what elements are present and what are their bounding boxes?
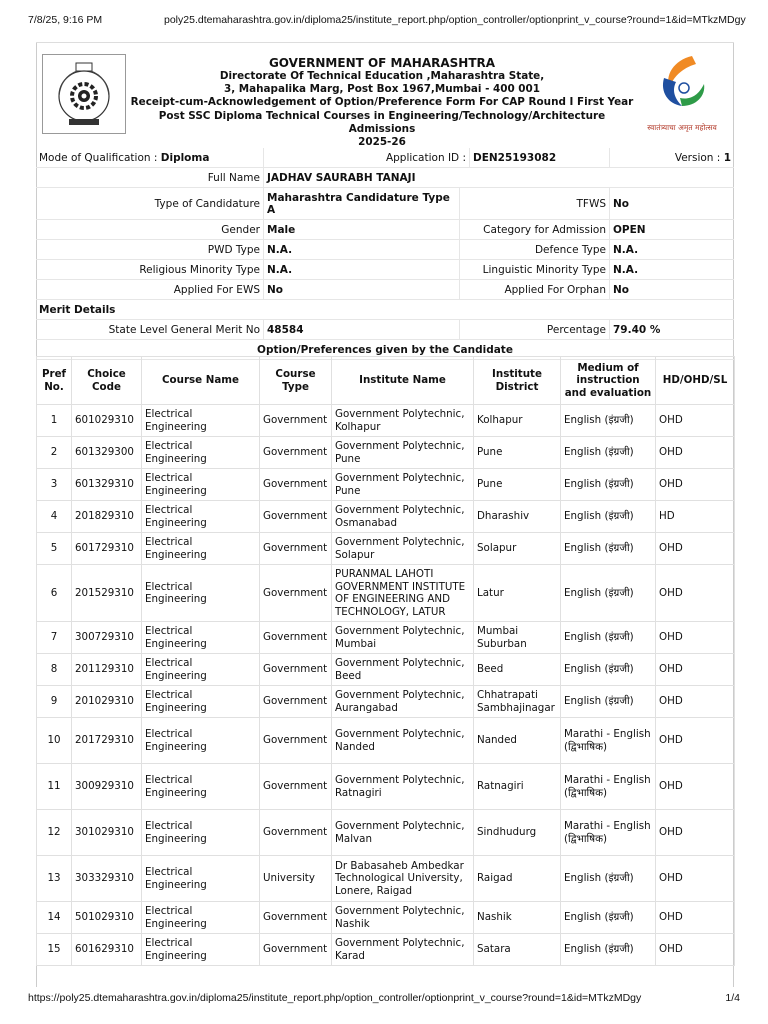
fullname-label: Full Name xyxy=(36,168,264,187)
institute-district: Nashik xyxy=(474,902,561,934)
choice-code: 201829310 xyxy=(72,501,142,533)
hd-ohd-sl: OHD xyxy=(656,718,735,764)
address-line: 3, Mahapalika Marg, Post Box 1967,Mumbai - 400 001 xyxy=(223,83,541,96)
footer-url: https://poly25.dtemaharashtra.gov.in/diploma25/institute_report.php/option_controller/optionprint_v_course?round=1&id=MTkzMDgy xyxy=(28,992,642,1004)
choice-code: 303329310 xyxy=(72,856,142,902)
candidature-label: Type of Candidature xyxy=(36,188,264,219)
info-row-mode xyxy=(36,148,734,168)
category-value: OPEN xyxy=(613,223,646,236)
course-name: Electrical Engineering xyxy=(142,856,260,902)
institute-name: Government Polytechnic, Karad xyxy=(332,934,474,966)
hd-ohd-sl: OHD xyxy=(656,469,735,501)
medium: English (इंग्रजी) xyxy=(561,686,656,718)
choice-code: 601029310 xyxy=(72,405,142,437)
info-row-gender xyxy=(36,220,734,240)
institute-district: Ratnagiri xyxy=(474,764,561,810)
pref-no: 2 xyxy=(37,437,72,469)
orphan-label: Applied For Orphan xyxy=(460,280,610,299)
institute-district: Chhatrapati Sambhajinagar xyxy=(474,686,561,718)
course-type: Government xyxy=(260,405,332,437)
linguistic-label: Linguistic Minority Type xyxy=(460,260,610,279)
percentage-value: 79.40 % xyxy=(613,323,661,336)
course-type: Government xyxy=(260,654,332,686)
hd-ohd-sl: OHD xyxy=(656,437,735,469)
print-footer xyxy=(28,992,740,1008)
institute-name: Government Polytechnic, Solapur xyxy=(332,533,474,565)
table-row xyxy=(37,654,735,686)
options-caption: Option/Preferences given by the Candidate xyxy=(36,340,734,360)
course-type: University xyxy=(260,856,332,902)
institute-district: Kolhapur xyxy=(474,405,561,437)
institute-name: Government Polytechnic, Nashik xyxy=(332,902,474,934)
receipt-title: Receipt-cum-Acknowledgement of Option/Preference Form For CAP Round I First Year xyxy=(130,96,634,109)
institute-district: Beed xyxy=(474,654,561,686)
course-name: Electrical Engineering xyxy=(142,565,260,622)
tfws-label: TFWS xyxy=(460,188,610,219)
candidate-info xyxy=(36,148,734,360)
amrit-mahotsav-logo xyxy=(634,48,730,144)
institute-name: Dr Babasaheb Ambedkar Technological University, Lonere, Raigad xyxy=(332,856,474,902)
table-row xyxy=(37,565,735,622)
header-course-type: Course Type xyxy=(260,357,332,405)
medium: English (इंग्रजी) xyxy=(561,654,656,686)
course-type: Government xyxy=(260,622,332,654)
institute-district: Pune xyxy=(474,469,561,501)
medium: Marathi - English (द्विभाषिक) xyxy=(561,764,656,810)
fullname-value: JADHAV SAURABH TANAJI xyxy=(267,171,416,184)
pref-no: 3 xyxy=(37,469,72,501)
course-name: Electrical Engineering xyxy=(142,533,260,565)
course-type: Government xyxy=(260,934,332,966)
course-type: Government xyxy=(260,718,332,764)
institute-district: Satara xyxy=(474,934,561,966)
medium: English (इंग्रजी) xyxy=(561,934,656,966)
institute-name: Government Polytechnic, Osmanabad xyxy=(332,501,474,533)
header-institute-district: Institute District xyxy=(474,357,561,405)
medium: English (इंग्रजी) xyxy=(561,856,656,902)
course-type: Government xyxy=(260,810,332,856)
medium: English (इंग्रजी) xyxy=(561,501,656,533)
choice-code: 300729310 xyxy=(72,622,142,654)
tricolor-swirl-icon xyxy=(634,48,730,144)
defence-label: Defence Type xyxy=(460,240,610,259)
dte-emblem-logo xyxy=(42,54,126,134)
pref-no: 11 xyxy=(37,764,72,810)
course-name: Electrical Engineering xyxy=(142,622,260,654)
header-institute-name: Institute Name xyxy=(332,357,474,405)
hd-ohd-sl: OHD xyxy=(656,654,735,686)
directorate-line: Directorate Of Technical Education ,Maharashtra State, xyxy=(219,70,545,82)
table-row xyxy=(37,856,735,902)
document-header xyxy=(36,48,734,149)
institute-name: Government Polytechnic, Pune xyxy=(332,437,474,469)
hd-ohd-sl: OHD xyxy=(656,565,735,622)
info-row-pwd xyxy=(36,240,734,260)
header-hd-ohd-sl: HD/OHD/SL xyxy=(656,357,735,405)
pwd-label: PWD Type xyxy=(36,240,264,259)
tfws-value: No xyxy=(613,197,630,210)
pref-no: 6 xyxy=(37,565,72,622)
table-row xyxy=(37,718,735,764)
ews-label: Applied For EWS xyxy=(36,280,264,299)
table-header-row xyxy=(37,357,735,405)
info-row-merit xyxy=(36,320,734,340)
medium: English (इंग्रजी) xyxy=(561,437,656,469)
institute-name: Government Polytechnic, Malvan xyxy=(332,810,474,856)
table-row xyxy=(37,810,735,856)
hd-ohd-sl: OHD xyxy=(656,810,735,856)
pref-no: 9 xyxy=(37,686,72,718)
choice-code: 201129310 xyxy=(72,654,142,686)
pref-no: 13 xyxy=(37,856,72,902)
linguistic-value: N.A. xyxy=(613,263,639,276)
mode-cell xyxy=(36,148,264,167)
choice-code: 201729310 xyxy=(72,718,142,764)
course-name: Electrical Engineering xyxy=(142,405,260,437)
institute-name: PURANMAL LAHOTI GOVERNMENT INSTITUTE OF ENGINEERING AND TECHNOLOGY, LATUR xyxy=(332,565,474,622)
gear-emblem-icon xyxy=(49,59,119,129)
choice-code: 201529310 xyxy=(72,565,142,622)
version-cell xyxy=(610,148,734,167)
sheet-top-divider xyxy=(36,42,734,43)
table-row xyxy=(37,501,735,533)
pref-no: 4 xyxy=(37,501,72,533)
medium: English (इंग्रजी) xyxy=(561,533,656,565)
course-type: Government xyxy=(260,533,332,565)
course-name: Electrical Engineering xyxy=(142,902,260,934)
percentage-label: Percentage xyxy=(460,320,610,339)
pwd-value: N.A. xyxy=(264,240,460,259)
institute-district: Sindhudurg xyxy=(474,810,561,856)
choice-code: 601729310 xyxy=(72,533,142,565)
hd-ohd-sl: OHD xyxy=(656,405,735,437)
version-label: Version : xyxy=(674,151,721,164)
course-type: Government xyxy=(260,686,332,718)
institute-name: Government Polytechnic, Beed xyxy=(332,654,474,686)
institute-district: Mumbai Suburban xyxy=(474,622,561,654)
hd-ohd-sl: OHD xyxy=(656,533,735,565)
medium: English (इंग्रजी) xyxy=(561,902,656,934)
institute-name: Government Polytechnic, Mumbai xyxy=(332,622,474,654)
pref-no: 10 xyxy=(37,718,72,764)
hd-ohd-sl: OHD xyxy=(656,934,735,966)
medium: English (इंग्रजी) xyxy=(561,469,656,501)
institute-district: Latur xyxy=(474,565,561,622)
header-pref-no: Pref No. xyxy=(37,357,72,405)
ews-value: No xyxy=(264,280,460,299)
print-header xyxy=(28,14,746,30)
pref-no: 1 xyxy=(37,405,72,437)
info-row-name xyxy=(36,168,734,188)
religious-value: N.A. xyxy=(264,260,460,279)
appid-label: Application ID : xyxy=(264,148,470,167)
version-value: 1 xyxy=(723,151,731,164)
religious-label: Religious Minority Type xyxy=(36,260,264,279)
choice-code: 601329310 xyxy=(72,469,142,501)
pref-no: 8 xyxy=(37,654,72,686)
pref-no: 15 xyxy=(37,934,72,966)
pref-no: 7 xyxy=(37,622,72,654)
table-row xyxy=(37,686,735,718)
course-name: Electrical Engineering xyxy=(142,718,260,764)
course-name: Electrical Engineering xyxy=(142,501,260,533)
course-name: Electrical Engineering xyxy=(142,654,260,686)
course-title: Post SSC Diploma Technical Courses in Engineering/Technology/Architecture Admissions xyxy=(158,109,606,135)
table-row xyxy=(37,934,735,966)
course-name: Electrical Engineering xyxy=(142,469,260,501)
table-row xyxy=(37,902,735,934)
table-row xyxy=(37,405,735,437)
institute-name: Government Polytechnic, Nanded xyxy=(332,718,474,764)
hd-ohd-sl: OHD xyxy=(656,622,735,654)
header-choice-code: Choice Code xyxy=(72,357,142,405)
course-type: Government xyxy=(260,565,332,622)
category-label: Category for Admission xyxy=(460,220,610,239)
orphan-value: No xyxy=(613,283,630,296)
medium: Marathi - English (द्विभाषिक) xyxy=(561,718,656,764)
hd-ohd-sl: OHD xyxy=(656,902,735,934)
institute-name: Government Polytechnic, Aurangabad xyxy=(332,686,474,718)
institute-name: Government Polytechnic, Ratnagiri xyxy=(332,764,474,810)
pref-no: 5 xyxy=(37,533,72,565)
choice-code: 501029310 xyxy=(72,902,142,934)
info-row-minority xyxy=(36,260,734,280)
table-row xyxy=(37,437,735,469)
candidature-value: Maharashtra Candidature Type A xyxy=(264,188,460,219)
institute-district: Nanded xyxy=(474,718,561,764)
institute-district: Solapur xyxy=(474,533,561,565)
header-text xyxy=(126,56,638,149)
print-datetime: 7/8/25, 9:16 PM xyxy=(28,14,103,26)
table-row xyxy=(37,469,735,501)
page-number: 1/4 xyxy=(725,992,740,1004)
table-row xyxy=(37,764,735,810)
table-row xyxy=(37,622,735,654)
institute-district: Dharashiv xyxy=(474,501,561,533)
hd-ohd-sl: OHD xyxy=(656,686,735,718)
course-name: Electrical Engineering xyxy=(142,437,260,469)
info-row-candidature xyxy=(36,188,734,220)
course-type: Government xyxy=(260,469,332,501)
hd-ohd-sl: OHD xyxy=(656,764,735,810)
course-type: Government xyxy=(260,501,332,533)
table-row xyxy=(37,533,735,565)
merit-value: 48584 xyxy=(264,320,460,339)
medium: Marathi - English (द्विभाषिक) xyxy=(561,810,656,856)
defence-value: N.A. xyxy=(613,243,639,256)
appid-value: DEN25193082 xyxy=(470,148,610,167)
gender-label: Gender xyxy=(36,220,264,239)
course-type: Government xyxy=(260,764,332,810)
course-type: Government xyxy=(260,902,332,934)
hd-ohd-sl: HD xyxy=(656,501,735,533)
gender-value: Male xyxy=(264,220,460,239)
pref-no: 12 xyxy=(37,810,72,856)
table-body xyxy=(37,405,735,966)
hd-ohd-sl: OHD xyxy=(656,856,735,902)
header-medium: Medium of instruction and evaluation xyxy=(561,357,656,405)
course-name: Electrical Engineering xyxy=(142,764,260,810)
choice-code: 201029310 xyxy=(72,686,142,718)
header-course-name: Course Name xyxy=(142,357,260,405)
merit-heading: Merit Details xyxy=(36,300,734,320)
course-name: Electrical Engineering xyxy=(142,810,260,856)
merit-label: State Level General Merit No xyxy=(36,320,264,339)
govt-title: GOVERNMENT OF MAHARASHTRA xyxy=(268,56,496,70)
mode-label: Mode of Qualification : xyxy=(39,151,158,164)
info-row-ews xyxy=(36,280,734,300)
institute-district: Pune xyxy=(474,437,561,469)
options-table xyxy=(36,356,735,966)
institute-name: Government Polytechnic, Kolhapur xyxy=(332,405,474,437)
print-url: poly25.dtemaharashtra.gov.in/diploma25/institute_report.php/option_controller/optionprint_v_course?round=1&id=MTkzMDgy xyxy=(164,14,746,26)
logo-caption: स्वातंत्र्याचा अमृत महोत्सव xyxy=(647,123,717,132)
choice-code: 601629310 xyxy=(72,934,142,966)
academic-year: 2025-26 xyxy=(358,136,406,149)
choice-code: 301029310 xyxy=(72,810,142,856)
course-name: Electrical Engineering xyxy=(142,934,260,966)
institute-district: Raigad xyxy=(474,856,561,902)
pref-no: 14 xyxy=(37,902,72,934)
institute-name: Government Polytechnic, Pune xyxy=(332,469,474,501)
course-type: Government xyxy=(260,437,332,469)
medium: English (इंग्रजी) xyxy=(561,405,656,437)
medium: English (इंग्रजी) xyxy=(561,622,656,654)
mode-value: Diploma xyxy=(160,151,210,164)
choice-code: 601329300 xyxy=(72,437,142,469)
medium: English (इंग्रजी) xyxy=(561,565,656,622)
course-name: Electrical Engineering xyxy=(142,686,260,718)
choice-code: 300929310 xyxy=(72,764,142,810)
